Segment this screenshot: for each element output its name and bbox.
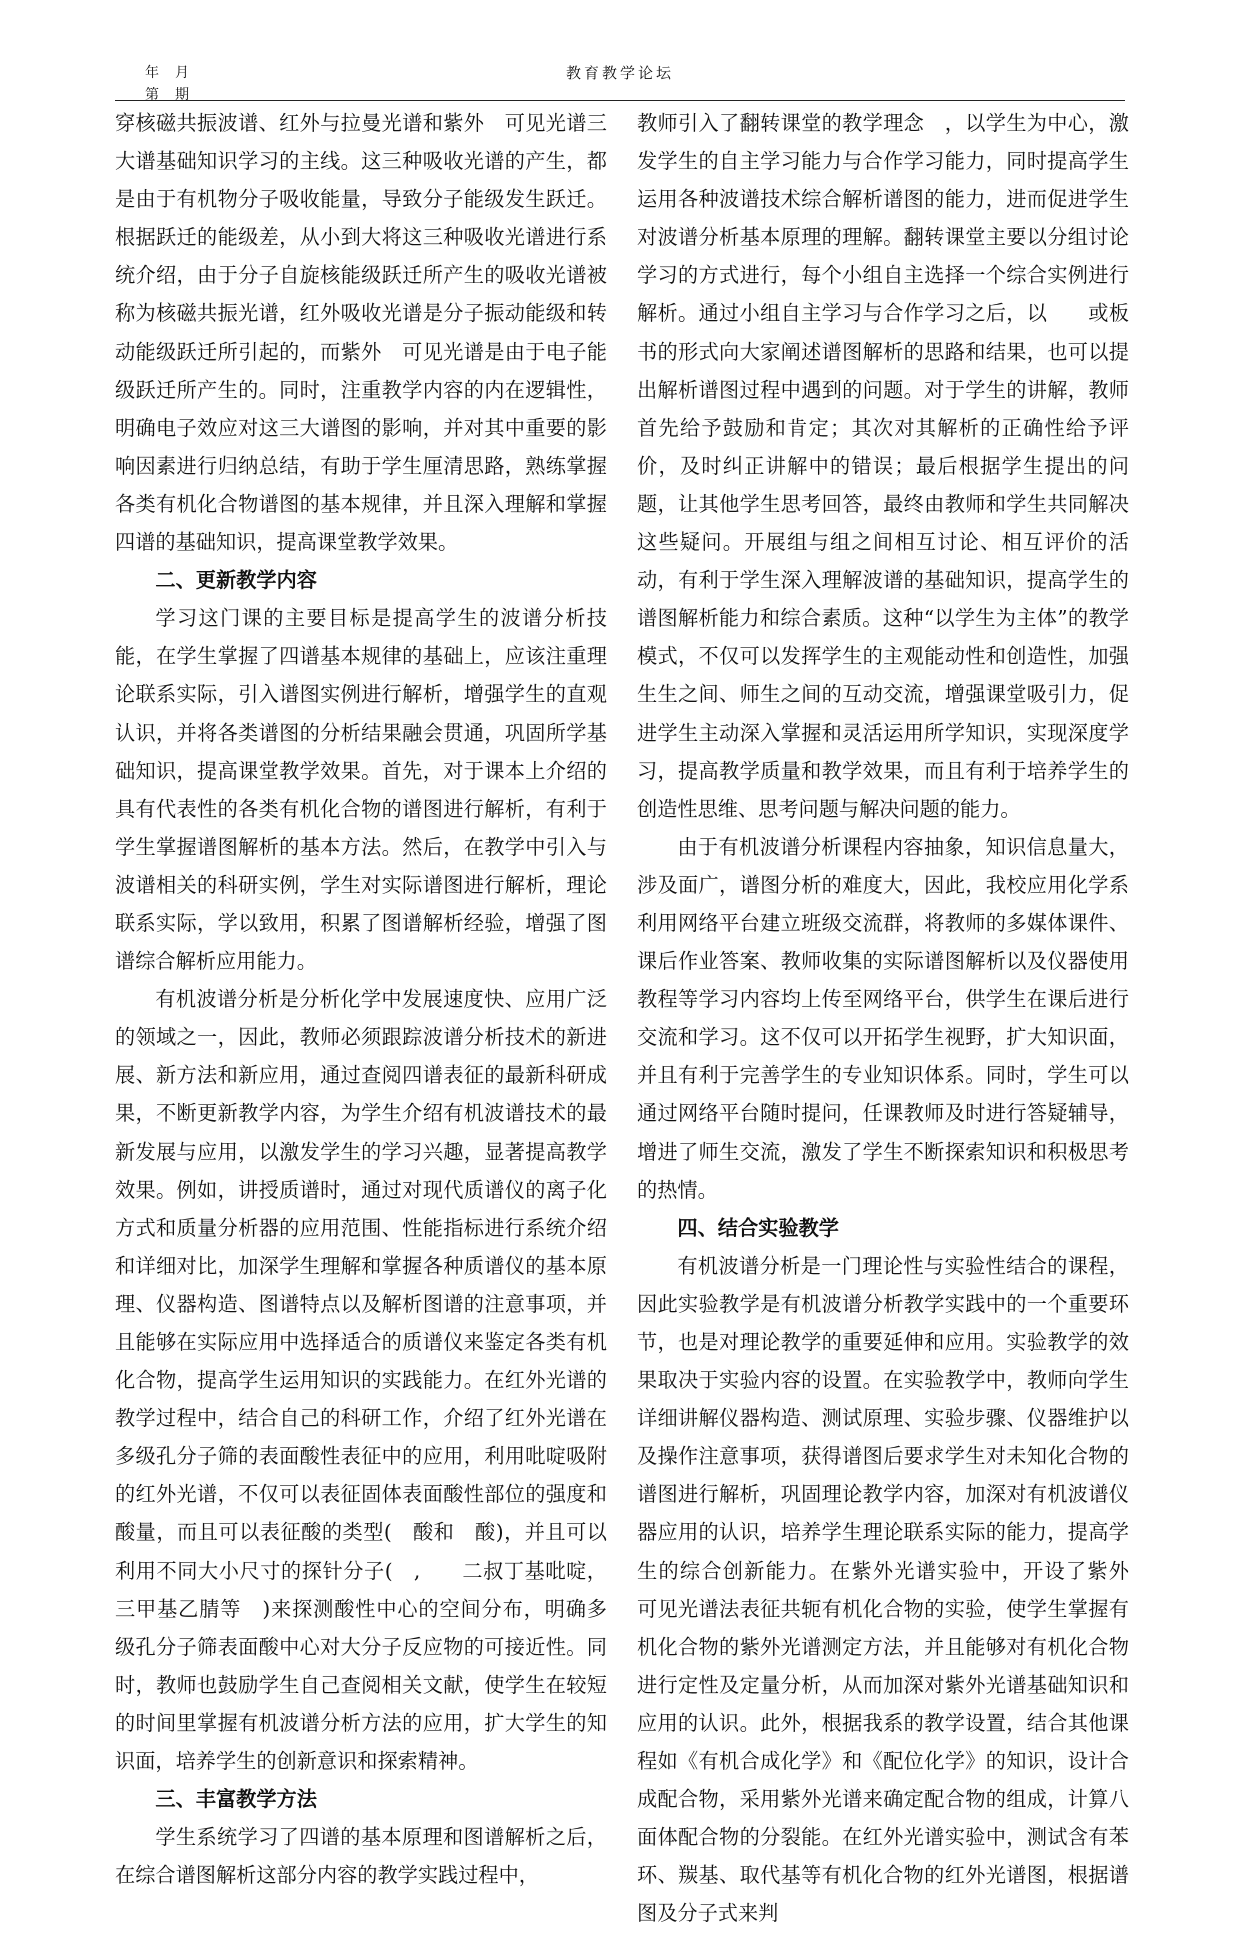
running-header: [115, 52, 1125, 101]
paragraph: 学习这门课的主要目标是提高学生的波谱分析技能，在学生掌握了四谱基本规律的基础上，应该注重理论联系实际，引入谱图实例进行解析，增强学生的直观认识，并将各类谱图的分析结果融会贯通，巩固所学基础知识，提高课堂教学效果。首先，对于课本上介绍的具有代表性的各类有机化合物的谱图进行解析，有利于学生掌握谱图解析的基本方法。然后，在教学中引入与波谱相关的科研实例，学生对实际谱图进行解析，理论联系实际，学以致用，积累了图谱解析经验，增强了图谱综合解析应用能力。: [115, 606, 607, 974]
left-column: [115, 104, 607, 1888]
paragraph: 由于有机波谱分析课程内容抽象，知识信息量大，涉及面广，谱图分析的难度大，因此，我校应用化学系利用网络平台建立班级交流群，将教师的多媒体课件、课后作业答案、教师收集的实际谱图解析以及仪器使用教程等学习内容均上传至网络平台，供学生在课后进行交流和学习。这不仅可以开拓学生视野，扩大知识面，并且有利于完善学生的专业知识体系。同时，学生可以通过网络平台随时提问，任课教师及时进行答疑辅导，增进了师生交流，激发了学生不断探索知识和积极思考的热情。: [637, 834, 1129, 1202]
paragraph: 教师引入了翻转课堂的教学理念 ，以学生为中心，激发学生的自主学习能力与合作学习能力，同时提高学生运用各种波谱技术综合解析谱图的能力，进而促进学生对波谱分析基本原理的理解。翻转课堂主要以分组讨论学习的方式进行，每个小组自主选择一个综合实例进行解析。通过小组自主学习与合作学习之后，以 或板书的形式向大家阐述谱图解析的思路和结果，也可以提出解析谱图过程中遇到的问题。对于学生的讲解，教师首先给予鼓励和肯定；其次对其解析的正确性给予评价，及时纠正讲解中的错误；最后根据学生提出的问题，让其他学生思考回答，最终由教师和学生共同解决这些疑问。开展组与组之间相互讨论、相互评价的活动，有利于学生深入理解波谱的基础知识，提高学生的谱图解析能力和综合素质。这种“以学生为主体”的教学模式，不仅可以发挥学生的主观能动性和创造性，加强生生之间、师生之间的互动交流，增强课堂吸引力，促进学生主动深入掌握和灵活运用所学知识，实现深度学习，提高教学质量和教学效果，而且有利于培养学生的创造性思维、思考问题与解决问题的能力。: [637, 111, 1129, 821]
paragraph: 学生系统学习了四谱的基本原理和图谱解析之后，在综合谱图解析这部分内容的教学实践过程中，: [115, 1825, 607, 1888]
right-column: [637, 104, 1150, 1926]
paragraph: 有机波谱分析是分析化学中发展速度快、应用广泛的领域之一，因此，教师必须跟踪波谱分析技术的新进展、新方法和新应用，通过查阅四谱表征的最新科研成果，不断更新教学内容，为学生介绍有机波谱技术的最新发展与应用，以激发学生的学习兴趣，显著提高教学效果。例如，讲授质谱时，通过对现代质谱仪的离子化方式和质量分析器的应用范围、性能指标进行系统介绍和详细对比，加深学生理解和掌握各种质谱仪的基本原理、仪器构造、图谱特点以及解析图谱的注意事项，并且能够在实际应用中选择适合的质谱仪来鉴定各类有机化合物，提高学生运用知识的实践能力。在红外光谱的教学过程中，结合自己的科研工作，介绍了红外光谱在多级孔分子筛的表面酸性表征中的应用，利用吡啶吸附的红外光谱，不仅可以表征固体表面酸性部位的强度和酸量，而且可以表征酸的类型( 酸和 酸)，并且可以利用不同大小尺寸的探针分子( , 二叔丁基吡啶，三甲基乙腈等 )来探测酸性中心的空间分布，明确多级孔分子筛表面酸中心对大分子反应物的可接近性。同时，教师也鼓励学生自己查阅相关文献，使学生在较短的时间里掌握有机波谱分析方法的应用，扩大学生的知识面，培养学生的创新意识和探索精神。: [115, 987, 607, 1774]
section-heading-experiment-teaching: 四、结合实验教学: [677, 1215, 839, 1240]
paragraph: 有机波谱分析是一门理论性与实验性结合的课程，因此实验教学是有机波谱分析教学实践中的一个重要环节，也是对理论教学的重要延伸和应用。实验教学的效果取决于实验内容的设置。在实验教学中，教师向学生详细讲解仪器构造、测试原理、实验步骤、仪器维护以及操作注意事项，获得谱图后要求学生对未知化合物的谱图进行解析，巩固理论教学内容，加深对有机波谱仪器应用的认识，培养学生理论联系实际的能力，提高学生的综合创新能力。在紫外光谱实验中，开设了紫外 可见光谱法表征共轭有机化合物的实验，使学生掌握有机化合物的紫外光谱测定方法，并且能够对有机化合物进行定性及定量分析，从而加深对紫外光谱基础知识和应用的认识。此外，根据我系的教学设置，结合其他课程如《有机合成化学》和《配位化学》的知识，设计合成配合物，采用紫外光谱来确定配合物的组成，计算八面体配合物的分裂能。在红外光谱实验中，测试含有苯环、羰基、取代基等有机化合物的红外光谱图，根据谱图及分子式来判: [637, 1253, 1150, 1926]
year-month-label: 年 月: [145, 65, 190, 81]
issue-number-label: 第 期: [145, 87, 190, 103]
section-heading-update-content: 二、更新教学内容: [155, 568, 317, 593]
journal-title: 教育教学论坛: [565, 64, 674, 82]
paragraph: 穿核磁共振波谱、红外与拉曼光谱和紫外 可见光谱三大谱基础知识学习的主线。这三种吸收光谱的产生，都是由于有机物分子吸收能量，导致分子能级发生跃迁。根据跃迁的能级差，从小到大将这三种吸收光谱进行系统介绍，由于分子自旋核能级跃迁所产生的吸收光谱被称为核磁共振光谱，红外吸收光谱是分子振动能级和转动能级跃迁所引起的，而紫外 可见光谱是由于电子能级跃迁所产生的。同时，注重教学内容的内在逻辑性，明确电子效应对这三大谱图的影响，并对其中重要的影响因素进行归纳总结，有助于学生厘清思路，熟练掌握各类有机化合物谱图的基本规律，并且深入理解和掌握四谱的基础知识，提高课堂教学效果。: [115, 111, 607, 555]
section-heading-teaching-methods: 三、丰富教学方法: [155, 1787, 317, 1812]
